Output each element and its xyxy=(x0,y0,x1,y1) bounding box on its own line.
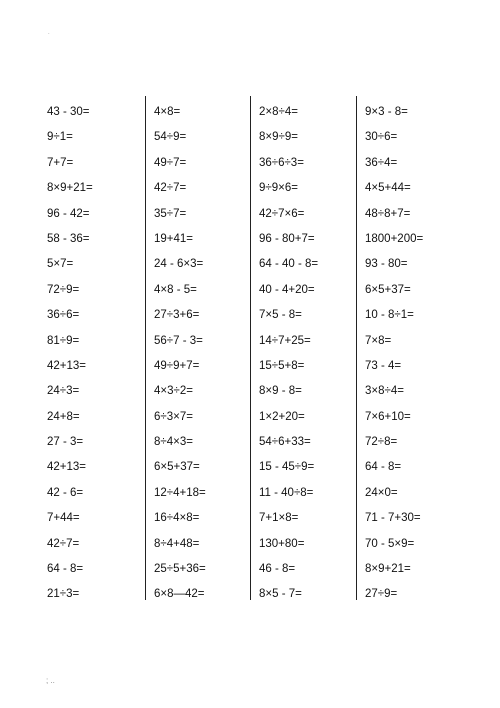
math-problem: 6÷3×7= xyxy=(154,410,193,423)
problem-column-3 xyxy=(259,100,359,608)
math-problem: 1800+200= xyxy=(365,232,424,245)
top-scan-mark: . xyxy=(48,30,50,36)
math-problem: 8×5 - 7= xyxy=(259,588,302,601)
math-problem: 14÷7+25= xyxy=(259,334,311,347)
math-problem: 36÷6= xyxy=(47,309,80,322)
math-problem: 6×5+37= xyxy=(365,283,411,296)
math-problem: 9÷9×6= xyxy=(259,182,298,195)
math-problem: 48÷8+7= xyxy=(365,207,411,220)
math-problem: 27÷9= xyxy=(365,588,398,601)
math-problem: 6×5+37= xyxy=(154,461,200,474)
math-problem: 16÷4×8= xyxy=(154,512,200,525)
math-problem: 7+44= xyxy=(47,512,80,525)
math-problem: 8×9+21= xyxy=(47,182,93,195)
math-problem: 58 - 36= xyxy=(47,232,90,245)
math-problem: 30÷6= xyxy=(365,131,398,144)
math-problem: 36÷4= xyxy=(365,156,398,169)
math-problem: 43 - 30= xyxy=(47,106,90,118)
math-problem: 93 - 80= xyxy=(365,258,408,271)
math-problem: 42+13= xyxy=(47,359,87,372)
math-problem: 8×9+21= xyxy=(365,563,411,576)
math-problem: 25÷5+36= xyxy=(154,563,206,576)
bottom-scan-mark: ; .. xyxy=(46,676,55,685)
math-problem: 3×8÷4= xyxy=(365,385,404,398)
problem-column-4 xyxy=(365,100,465,608)
math-problem: 27÷3+6= xyxy=(154,309,200,322)
math-problem: 15÷5+8= xyxy=(259,359,305,372)
math-problem: 10 - 8÷1= xyxy=(365,309,414,322)
math-problem: 4×3÷2= xyxy=(154,385,193,398)
math-problem: 81÷9= xyxy=(47,334,80,347)
math-problem: 71 - 7+30= xyxy=(365,512,421,525)
math-problem: 72÷9= xyxy=(47,283,80,296)
math-problem: 7×5 - 8= xyxy=(259,309,302,322)
math-problem: 7+1×8= xyxy=(259,512,299,525)
problem-column-1 xyxy=(47,100,147,608)
math-problem: 4×5+44= xyxy=(365,182,411,195)
math-problem: 64 - 8= xyxy=(47,563,84,576)
math-problem: 72÷8= xyxy=(365,436,398,449)
math-problem: 5×7= xyxy=(47,258,74,271)
math-problem: 24+8= xyxy=(47,410,80,423)
math-problem: 42÷7= xyxy=(154,182,187,195)
math-problem: 4×8= xyxy=(154,106,181,118)
math-problem: 8÷4+48= xyxy=(154,537,200,550)
math-problem: 21÷3= xyxy=(47,588,80,601)
math-problem: 56÷7 - 3= xyxy=(154,334,203,347)
math-problem: 4×8 - 5= xyxy=(154,283,197,296)
math-problem: 49÷9+7= xyxy=(154,359,200,372)
math-problem: 27 - 3= xyxy=(47,436,84,449)
math-problem: 12÷4+18= xyxy=(154,486,206,499)
math-problem: 8×9÷9= xyxy=(259,131,298,144)
math-problem: 64 - 40 - 8= xyxy=(259,258,319,271)
math-problem: 1×2+20= xyxy=(259,410,305,423)
math-problem: 19+41= xyxy=(154,232,194,245)
math-problem: 7×8= xyxy=(365,334,392,347)
math-problem: 54÷9= xyxy=(154,131,187,144)
math-problem: 40 - 4+20= xyxy=(259,283,315,296)
math-problem: 24÷3= xyxy=(47,385,80,398)
problem-column-2 xyxy=(154,100,254,608)
math-problem: 7×6+10= xyxy=(365,410,411,423)
math-problem: 42÷7×6= xyxy=(259,207,305,220)
math-problem: 70 - 5×9= xyxy=(365,537,415,550)
math-problem: 6×8—42= xyxy=(154,588,205,601)
math-problem: 73 - 4= xyxy=(365,359,402,372)
math-problem: 9×3 - 8= xyxy=(365,106,408,118)
math-problem: 46 - 8= xyxy=(259,563,296,576)
math-problem: 24 - 6×3= xyxy=(154,258,204,271)
math-problem: 42+13= xyxy=(47,461,87,474)
math-problem: 11 - 40÷8= xyxy=(259,486,314,499)
math-problem: 2×8÷4= xyxy=(259,106,298,118)
math-problem: 8÷4×3= xyxy=(154,436,193,449)
math-problem: 42÷7= xyxy=(47,537,80,550)
math-problem: 96 - 80+7= xyxy=(259,232,315,245)
math-problem: 8×9 - 8= xyxy=(259,385,302,398)
math-problem: 35÷7= xyxy=(154,207,187,220)
math-problem: 36÷6÷3= xyxy=(259,156,304,169)
math-problem: 64 - 8= xyxy=(365,461,402,474)
math-problem: 9÷1= xyxy=(47,131,73,144)
math-problem: 96 - 42= xyxy=(47,207,90,220)
math-problem: 7+7= xyxy=(47,156,74,169)
math-problem: 130+80= xyxy=(259,537,305,550)
math-problem: 24×0= xyxy=(365,486,398,499)
math-problem: 42 - 6= xyxy=(47,486,84,499)
math-problem: 54÷6+33= xyxy=(259,436,311,449)
math-problem: 49÷7= xyxy=(154,156,187,169)
math-problem: 15 - 45÷9= xyxy=(259,461,315,474)
